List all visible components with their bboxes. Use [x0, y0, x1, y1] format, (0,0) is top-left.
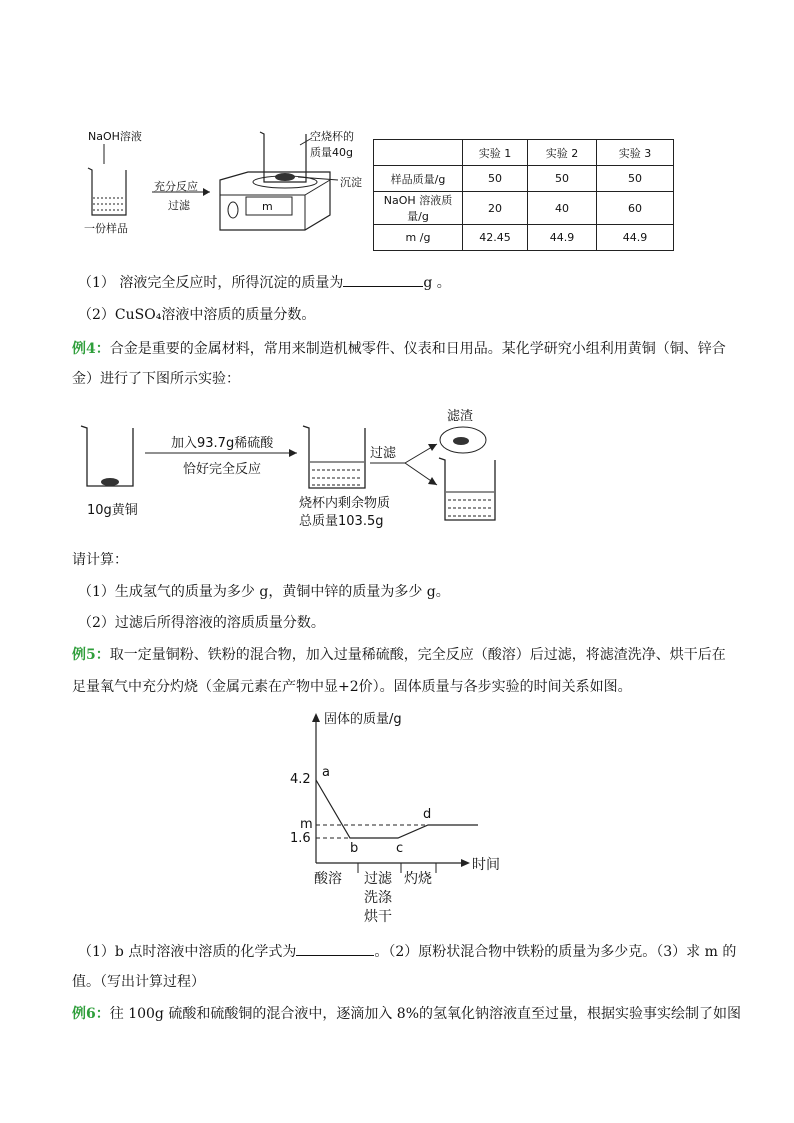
figure-apparatus: [60, 120, 370, 245]
stage-label-wash: 洗涤: [364, 890, 392, 906]
table-cell: NaOH 溶液质量/g: [374, 192, 463, 225]
brass-label: 10g黄铜: [87, 503, 138, 518]
table-cell: 样品质量/g: [374, 166, 463, 192]
arrow-top-label: 充分反应: [154, 180, 198, 193]
chart-svg: [280, 705, 530, 930]
ex6-line1: [72, 1003, 741, 1023]
point-label-d: d: [423, 807, 432, 822]
ex5-line2: 足量氧气中充分灼烧（金属元素在产物中显+2价）。固体质量与各步实验的时间关系如图。: [72, 679, 632, 695]
mass-time-chart: [280, 705, 530, 930]
table-row: [374, 166, 674, 192]
ex4-text: 合金是重要的金属材料，常用来制造机械零件、仪表和日用品。某化学研究小组利用黄铜（铜、锌合: [109, 341, 726, 357]
remain-line2: 总质量103.5g: [299, 514, 384, 529]
beaker-note-2: 质量40g: [310, 146, 353, 159]
ex6-label: 例6：: [72, 1006, 110, 1022]
ex5-label: 例5：: [72, 647, 110, 663]
scale-display: m: [262, 200, 273, 213]
ytick-1-6: 1.6: [290, 831, 311, 846]
table-cell: 40: [528, 192, 597, 225]
table-cell: 50: [528, 166, 597, 192]
q1-text: （1） 溶液完全反应时，所得沉淀的质量为: [78, 275, 344, 291]
answer-blank: [296, 955, 374, 956]
ex5-q-rest: 。（2）原粉状混合物中铁粉的质量为多少克。（3）求 m 的: [374, 944, 737, 960]
ex4-line1: [72, 338, 726, 358]
chart-xlabel: 时间: [472, 857, 500, 873]
stage-label-burn: 灼烧: [404, 871, 432, 887]
table-header-row: [374, 140, 674, 166]
please-calc: 请计算：: [72, 552, 128, 568]
table-cell: 60: [597, 192, 674, 225]
ex4-line2: 金）进行了下图所示实验：: [72, 371, 240, 387]
stage-label-filter: 过滤: [364, 871, 392, 887]
ytick-m: m: [300, 817, 313, 832]
ex5-line1: [72, 644, 726, 664]
q2-line: （2）CuSO₄溶液中溶质的质量分数。: [78, 307, 316, 323]
table-cell: m /g: [374, 225, 463, 251]
ex5-text: 取一定量铜粉、铁粉的混合物，加入过量稀硫酸，完全反应（酸溶）后过滤，将滤渣洗净、烘干后在: [109, 647, 726, 663]
naoh-label: NaOH溶液: [88, 130, 142, 143]
experiment-table: [373, 139, 674, 251]
figure-brass: [75, 400, 505, 530]
table-cell: 20: [463, 192, 528, 225]
table-cell: 50: [597, 166, 674, 192]
y-axis-arrow: [312, 713, 320, 722]
residue-label: 滤渣: [447, 409, 474, 424]
table-header-cell: 实验 3: [597, 140, 674, 166]
table-row: [374, 225, 674, 251]
ex4-q2: （2）过滤后所得溶液的溶质质量分数。: [78, 615, 325, 631]
brass-arrow-bottom: 恰好完全反应: [183, 462, 262, 477]
q1-line: [78, 272, 451, 292]
table-cell: 50: [463, 166, 528, 192]
x-axis-arrow: [461, 859, 470, 867]
ex5-q1-text: （1）b 点时溶液中溶质的化学式为: [78, 944, 297, 960]
brass-arrow-top: 加入93.7g稀硫酸: [171, 436, 274, 451]
q1-suffix: g 。: [423, 275, 451, 291]
mass-series-line: [316, 780, 478, 838]
ytick-4-2: 4.2: [290, 772, 311, 787]
table-cell: 44.9: [528, 225, 597, 251]
ex4-q1: （1）生成氢气的质量为多少 g，黄铜中锌的质量为多少 g。: [78, 584, 450, 600]
beaker-note-1: 空烧杯的: [310, 130, 354, 143]
table-header-cell: 实验 1: [463, 140, 528, 166]
table-cell: 42.45: [463, 225, 528, 251]
stage-label-dry: 烘干: [364, 909, 392, 925]
table-header-cell: [374, 140, 463, 166]
precipitate-label: 沉淀: [340, 176, 362, 189]
brass-drawing: [75, 400, 505, 530]
point-label-c: c: [396, 841, 404, 856]
answer-blank: [343, 286, 423, 287]
ex5-question-line1: [78, 941, 736, 961]
arrow-bottom-label: 过滤: [168, 199, 190, 212]
point-label-b: b: [350, 841, 359, 856]
table-row: [374, 192, 674, 225]
point-label-a: a: [322, 765, 330, 780]
ex5-question-line2: 值。（写出计算过程）: [72, 974, 205, 990]
apparatus-drawing: [60, 120, 370, 245]
remain-line1: 烧杯内剩余物质: [299, 496, 391, 511]
ex6-text: 往 100g 硫酸和硫酸铜的混合液中，逐滴加入 8%的氢氧化钠溶液直至过量，根据实验事实绘制了如图: [109, 1006, 741, 1022]
sample-label: 一份样品: [84, 222, 128, 235]
table-cell: 44.9: [597, 225, 674, 251]
table-header-cell: 实验 2: [528, 140, 597, 166]
stage-label-acid: 酸溶: [314, 871, 342, 887]
ex4-label: 例4：: [72, 341, 110, 357]
filter-label: 过滤: [370, 446, 397, 461]
chart-ylabel: 固体的质量/g: [324, 712, 402, 727]
